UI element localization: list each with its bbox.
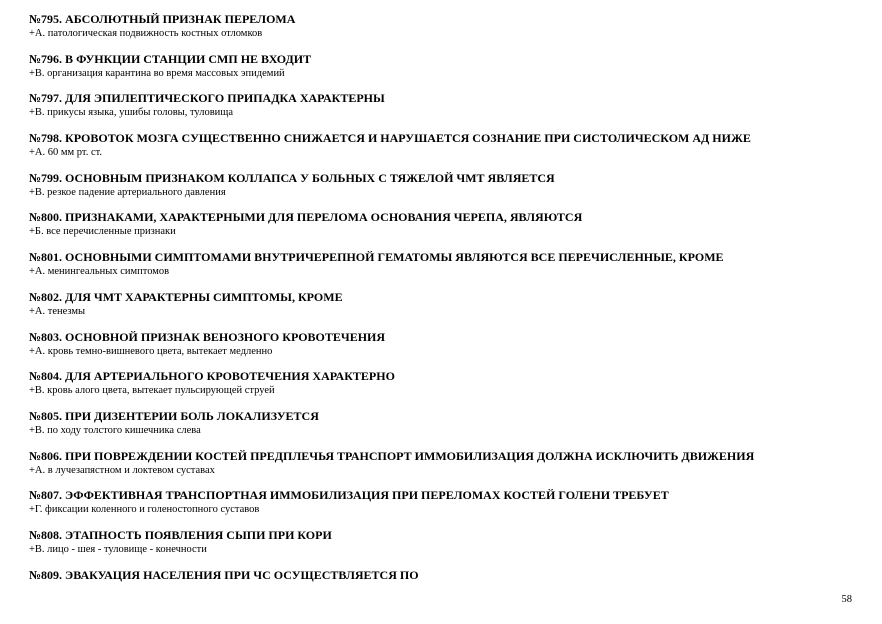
- answer-text: +В. кровь алого цвета, вытекает пульсирующей струей: [29, 385, 275, 397]
- question-text: №803. ОСНОВНОЙ ПРИЗНАК ВЕНОЗНОГО КРОВОТЕЧЕНИЯ: [29, 329, 386, 344]
- question-item: [29, 369, 849, 409]
- question-item: [29, 528, 849, 568]
- answer-text: +А. 60 мм рт. ст.: [29, 147, 103, 159]
- question-text: №804. ДЛЯ АРТЕРИАЛЬНОГО КРОВОТЕЧЕНИЯ ХАРАКТЕРНО: [29, 369, 395, 384]
- question-item: [29, 488, 849, 528]
- answer-text: +А. кровь темно-вишневого цвета, вытекает медленно: [29, 345, 273, 357]
- question-item: [29, 171, 849, 211]
- question-item: [29, 52, 849, 92]
- answer-text: +В. прикусы языка, ушибы головы, туловища: [29, 107, 234, 119]
- answer-text: +А. в лучезапястном и локтевом суставах: [29, 464, 215, 476]
- answer-text: +В. по ходу толстого кишечника слева: [29, 424, 201, 436]
- question-text: №802. ДЛЯ ЧМТ ХАРАКТЕРНЫ СИМПТОМЫ, КРОМЕ: [29, 289, 343, 304]
- question-list: [29, 12, 849, 607]
- page-number: 58: [841, 594, 852, 605]
- question-text: №800. ПРИЗНАКАМИ, ХАРАКТЕРНЫМИ ДЛЯ ПЕРЕЛОМА ОСНОВАНИЯ ЧЕРЕПА, ЯВЛЯЮТСЯ: [29, 210, 583, 225]
- question-item: [29, 210, 849, 250]
- question-item: [29, 449, 849, 489]
- answer-text: +В. резкое падение артериального давления: [29, 186, 226, 198]
- question-item: [29, 91, 849, 131]
- answer-text: +Г. фиксации коленного и голеностопного суставов: [29, 504, 260, 516]
- question-text: №806. ПРИ ПОВРЕЖДЕНИИ КОСТЕЙ ПРЕДПЛЕЧЬЯ ТРАНСПОРТ ИММОБИЛИЗАЦИЯ ДОЛЖНА ИСКЛЮЧИТЬ ДВИЖЕНИЯ: [29, 448, 755, 463]
- answer-text: +Б. все перечисленные признаки: [29, 226, 176, 238]
- answer-text: +В. организация карантина во время массовых эпидемий: [29, 67, 285, 79]
- question-text: №798. КРОВОТОК МОЗГА СУЩЕСТВЕННО СНИЖАЕТСЯ И НАРУШАЕТСЯ СОЗНАНИЕ ПРИ СИСТОЛИЧЕСКОМ АД НИЖЕ: [29, 131, 751, 146]
- question-text: №799. ОСНОВНЫМ ПРИЗНАКОМ КОЛЛАПСА У БОЛЬНЫХ С ТЯЖЕЛОЙ ЧМТ ЯВЛЯЕТСЯ: [29, 170, 555, 185]
- question-text: №795. АБСОЛЮТНЫЙ ПРИЗНАК ПЕРЕЛОМА: [29, 12, 296, 26]
- question-item: [29, 12, 849, 52]
- question-text: №797. ДЛЯ ЭПИЛЕПТИЧЕСКОГО ПРИПАДКА ХАРАКТЕРНЫ: [29, 91, 385, 106]
- question-item: [29, 409, 849, 449]
- answer-text: +В. лицо - шея - туловище - конечности: [29, 543, 207, 555]
- question-item: [29, 290, 849, 330]
- question-text: №801. ОСНОВНЫМИ СИМПТОМАМИ ВНУТРИЧЕРЕПНОЙ ГЕМАТОМЫ ЯВЛЯЮТСЯ ВСЕ ПЕРЕЧИСЛЕННЫЕ, КРОМЕ: [29, 250, 724, 265]
- question-item: [29, 250, 849, 290]
- answer-text: +А. патологическая подвижность костных отломков: [29, 28, 263, 39]
- question-item: [29, 131, 849, 171]
- question-text: №796. В ФУНКЦИИ СТАНЦИИ СМП НЕ ВХОДИТ: [29, 51, 312, 66]
- question-item: [29, 330, 849, 370]
- question-text: №805. ПРИ ДИЗЕНТЕРИИ БОЛЬ ЛОКАЛИЗУЕТСЯ: [29, 408, 319, 423]
- question-text: №809. ЭВАКУАЦИЯ НАСЕЛЕНИЯ ПРИ ЧС ОСУЩЕСТВЛЯЕТСЯ ПО: [29, 567, 419, 582]
- question-item: [29, 568, 849, 608]
- answer-text: +А. менингеальных симптомов: [29, 266, 170, 278]
- question-text: №808. ЭТАПНОСТЬ ПОЯВЛЕНИЯ СЫПИ ПРИ КОРИ: [29, 527, 332, 542]
- answer-text: +А. тенезмы: [29, 305, 86, 317]
- question-text: №807. ЭФФЕКТИВНАЯ ТРАНСПОРТНАЯ ИММОБИЛИЗАЦИЯ ПРИ ПЕРЕЛОМАХ КОСТЕЙ ГОЛЕНИ ТРЕБУЕТ: [29, 488, 669, 503]
